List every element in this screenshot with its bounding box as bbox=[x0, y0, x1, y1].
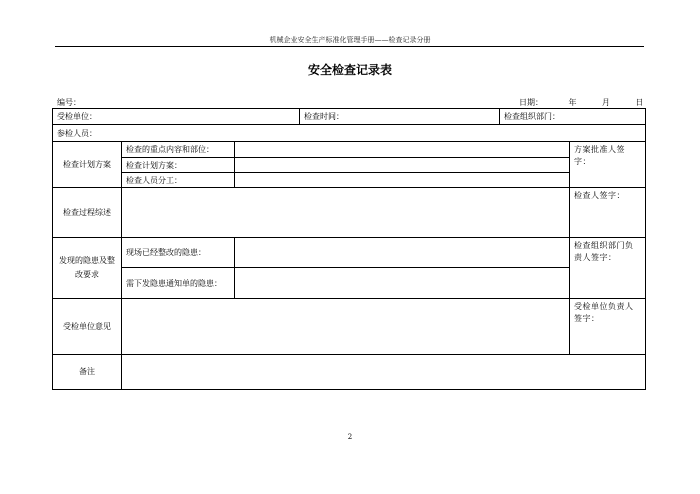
hazards-category-cell bbox=[53, 238, 122, 299]
table-row bbox=[53, 109, 646, 125]
inspection-record-table bbox=[52, 108, 646, 390]
plan-label: 检查计划方案： bbox=[126, 160, 182, 170]
process-category-cell bbox=[53, 188, 122, 238]
process-field[interactable] bbox=[122, 188, 570, 238]
notice-field[interactable] bbox=[235, 268, 570, 299]
table-row bbox=[53, 142, 646, 158]
rectified-label-cell bbox=[122, 238, 235, 268]
key-content-field[interactable] bbox=[235, 142, 570, 158]
date-label: 日期： bbox=[519, 98, 543, 107]
notice-label: 需下发隐患通知单的隐患： bbox=[126, 278, 222, 288]
table-row bbox=[53, 158, 646, 173]
table-row bbox=[53, 355, 646, 390]
opinion-category-label: 受检单位意见 bbox=[63, 321, 111, 331]
division-label: 检查人员分工： bbox=[126, 175, 182, 185]
table-row bbox=[53, 125, 646, 142]
inspection-time-cell[interactable] bbox=[300, 109, 500, 125]
remarks-field[interactable] bbox=[122, 355, 646, 390]
participants-label: 参检人员： bbox=[57, 128, 97, 138]
number-label: 编号： bbox=[57, 98, 81, 107]
rectified-field[interactable] bbox=[235, 238, 570, 268]
table-row bbox=[53, 299, 646, 355]
org-head-signature-label: 检查组织部门负责人签字： bbox=[574, 241, 634, 262]
rectified-label: 现场已经整改的隐患： bbox=[126, 248, 206, 257]
approver-signature-cell[interactable] bbox=[570, 142, 646, 188]
table-row bbox=[53, 173, 646, 188]
opinion-field[interactable] bbox=[122, 299, 570, 355]
division-field[interactable] bbox=[235, 173, 570, 188]
plan-category-label: 检查计划方案 bbox=[63, 159, 111, 169]
process-category-label: 检查过程综述 bbox=[63, 207, 111, 217]
form-title: 安全检查记录表 bbox=[307, 63, 392, 77]
inspection-org-cell[interactable] bbox=[500, 109, 646, 125]
participants-cell[interactable] bbox=[53, 125, 646, 142]
page-number: 2 bbox=[347, 433, 353, 441]
approver-signature-label: 方案批准人签字： bbox=[574, 145, 626, 166]
date-field bbox=[519, 97, 643, 108]
remarks-label: 备注 bbox=[79, 367, 95, 376]
table-row bbox=[53, 188, 646, 238]
unit-head-signature-cell[interactable] bbox=[570, 299, 646, 355]
day-label: 日 bbox=[635, 98, 644, 107]
notice-label-cell bbox=[122, 268, 235, 299]
year-label: 年 bbox=[568, 98, 577, 107]
inspected-unit-cell[interactable] bbox=[53, 109, 300, 125]
plan-label-cell bbox=[122, 158, 235, 173]
header-rule bbox=[55, 46, 644, 47]
inspector-signature-cell[interactable] bbox=[570, 188, 646, 238]
hazards-category-label: 发现的隐患及整改要求 bbox=[59, 256, 115, 279]
key-content-label: 检查的重点内容和部位： bbox=[126, 145, 214, 154]
running-header: 机械企业安全生产标准化管理手册——检查记录分册 bbox=[269, 36, 431, 44]
remarks-category-cell bbox=[53, 355, 122, 390]
table-row bbox=[53, 238, 646, 268]
opinion-category-cell bbox=[53, 299, 122, 355]
unit-head-signature-label: 受检单位负责人签字： bbox=[574, 302, 634, 323]
division-label-cell bbox=[122, 173, 235, 188]
inspection-org-label: 检查组织部门： bbox=[504, 112, 561, 121]
month-label: 月 bbox=[601, 98, 610, 107]
plan-category-cell bbox=[53, 142, 122, 188]
plan-field[interactable] bbox=[235, 158, 570, 173]
inspection-time-label: 检查时间： bbox=[304, 112, 345, 121]
table-row bbox=[53, 268, 646, 299]
inspector-signature-label: 检查人签字： bbox=[574, 191, 626, 200]
inspected-unit-label: 受检单位： bbox=[57, 112, 97, 121]
key-content-label-cell bbox=[122, 142, 235, 158]
org-head-signature-cell[interactable] bbox=[570, 238, 646, 299]
